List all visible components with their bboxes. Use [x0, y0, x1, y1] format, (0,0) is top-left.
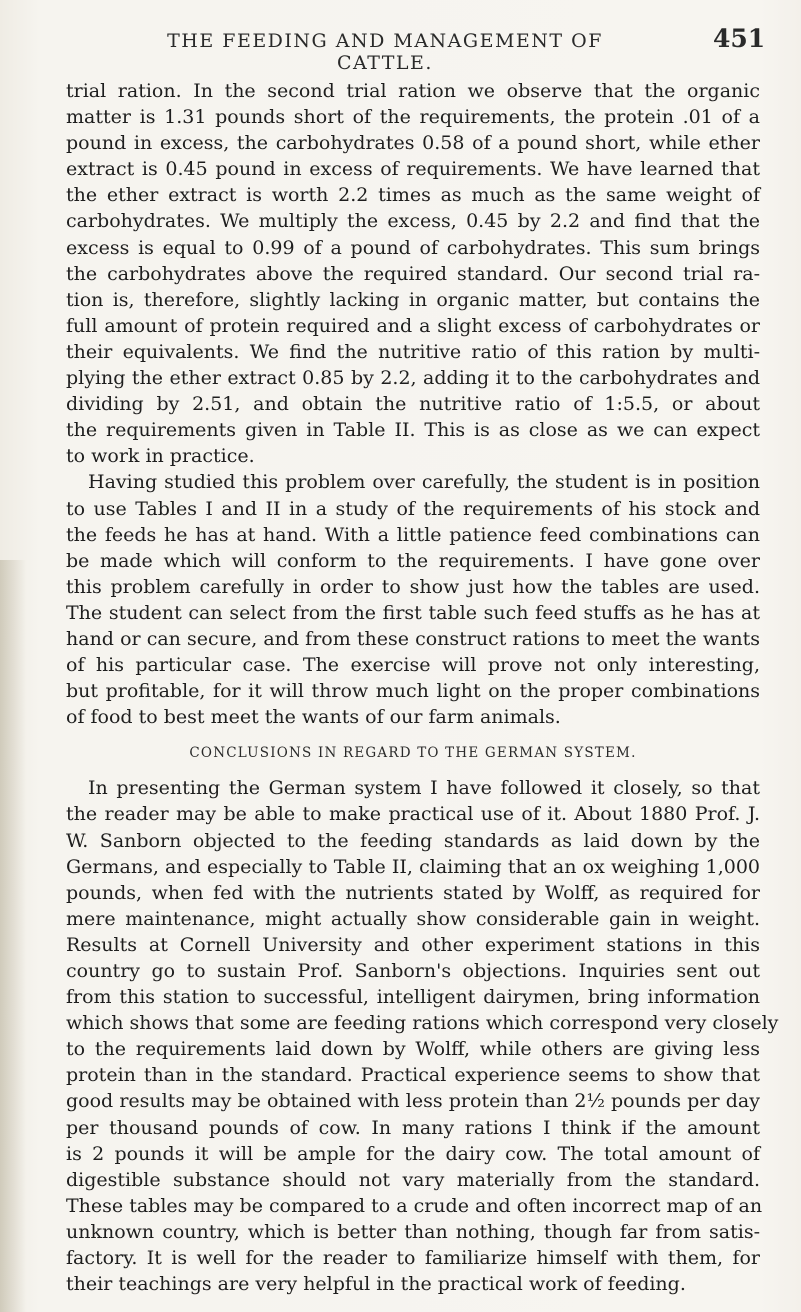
- text-line: be made which will conform to the requirements. I have gone over: [66, 549, 760, 572]
- text-line: plying the ether extract 0.85 by 2.2, adding it to the carbohydrates and: [66, 367, 760, 390]
- paragraph-german-system: [66, 775, 779, 1297]
- text-line: the reader may be able to make practical use of it. About 1880 Prof. J.: [66, 803, 760, 826]
- text-line: mere maintenance, might actually show considerable gain in weight.: [66, 907, 760, 930]
- text-line: the requirements given in Table II. This is as close as we can expect: [66, 419, 760, 442]
- text-line: Having studied this problem over carefully, the student is in position: [88, 471, 760, 494]
- paragraph-trial-ration: [66, 78, 760, 469]
- text-line: Germans, and especially to Table II, claiming that an ox weighing 1,000: [66, 855, 760, 878]
- text-line: of his particular case. The exercise will prove not only interesting,: [66, 654, 760, 677]
- text-line: but profitable, for it will throw much light on the proper combinations: [66, 680, 760, 703]
- text-line: to work in practice.: [66, 445, 255, 468]
- paragraph-study-tables: [66, 469, 760, 730]
- text-line: factory. It is well for the reader to familiarize himself with them, for: [66, 1247, 760, 1270]
- running-title: THE FEEDING AND MANAGEMENT OF CATTLE.: [167, 30, 603, 74]
- body-text: [66, 78, 779, 1297]
- text-line: protein than in the standard. Practical experience seems to show that: [66, 1064, 760, 1087]
- text-line: tion is, therefore, slightly lacking in organic matter, but contains the: [66, 288, 760, 311]
- text-line: the ether extract is worth 2.2 times as much as the same weight of: [66, 184, 760, 207]
- text-line: pound in excess, the carbohydrates 0.58 of a pound short, while ether: [66, 132, 760, 155]
- text-line: from this station to successful, intelligent dairymen, bring information: [66, 986, 760, 1009]
- text-line: country go to sustain Prof. Sanborn's objections. Inquiries sent out: [66, 960, 760, 982]
- text-line: the feeds he has at hand. With a little patience feed combinations can: [66, 523, 760, 546]
- text-line: to use Tables I and II in a study of the requirements of his stock and: [66, 497, 760, 520]
- text-line: Results at Cornell University and other experiment stations in this: [66, 933, 760, 956]
- text-line: dividing by 2.51, and obtain the nutritive ratio of 1:5.5, or about: [66, 393, 760, 416]
- text-line: extract is 0.45 pound in excess of requirements. We have learned that: [66, 158, 760, 181]
- text-line: of food to best meet the wants of our farm animals.: [66, 706, 561, 729]
- text-line: excess is equal to 0.99 of a pound of carbohydrates. This sum brings: [66, 236, 760, 259]
- page-number: 451: [713, 24, 766, 53]
- text-line: digestible substance should not vary materially from the standard.: [66, 1168, 760, 1191]
- text-line: is 2 pounds it will be ample for the dairy cow. The total amount of: [66, 1142, 760, 1165]
- text-line: trial ration. In the second trial ration we observe that the organic: [66, 80, 760, 102]
- text-line: which shows that some are feeding rations which correspond very closely: [66, 1012, 779, 1035]
- text-line: this problem carefully in order to show just how the tables are used.: [66, 575, 760, 598]
- text-line: to the requirements laid down by Wolff, while others are giving less: [66, 1038, 760, 1061]
- text-line: The student can select from the first table such feed stuffs as he has at: [66, 601, 760, 624]
- text-line: In presenting the German system I have followed it closely, so that: [88, 777, 760, 800]
- text-line: W. Sanborn objected to the feeding standards as laid down by the: [66, 829, 760, 852]
- text-line: the carbohydrates above the required standard. Our second trial ra-: [66, 262, 760, 285]
- text-line: carbohydrates. We multiply the excess, 0.45 by 2.2 and find that the: [66, 210, 760, 233]
- text-line: their teachings are very helpful in the practical work of feeding.: [66, 1273, 686, 1296]
- text-line: pounds, when fed with the nutrients stated by Wolff, as required for: [66, 881, 760, 904]
- text-line: unknown country, which is better than nothing, though far from satis-: [66, 1220, 760, 1243]
- page-edge-shadow: [0, 560, 26, 1312]
- text-line: These tables may be compared to a crude and often incorrect map of an: [66, 1194, 763, 1217]
- text-line: hand or can secure, and from these construct rations to meet the wants: [66, 627, 760, 650]
- text-line: good results may be obtained with less protein than 2½ pounds per day: [66, 1090, 760, 1113]
- text-line: full amount of protein required and a slight excess of carbohydrates or: [66, 314, 760, 337]
- text-line: per thousand pounds of cow. In many rations I think if the amount: [66, 1116, 760, 1139]
- text-line: matter is 1.31 pounds short of the requirements, the protein .01 of a: [66, 106, 760, 129]
- text-line: their equivalents. We find the nutritive ratio of this ration by multi-: [66, 340, 760, 363]
- section-heading: CONCLUSIONS IN REGARD TO THE GERMAN SYSTEM.: [189, 745, 637, 762]
